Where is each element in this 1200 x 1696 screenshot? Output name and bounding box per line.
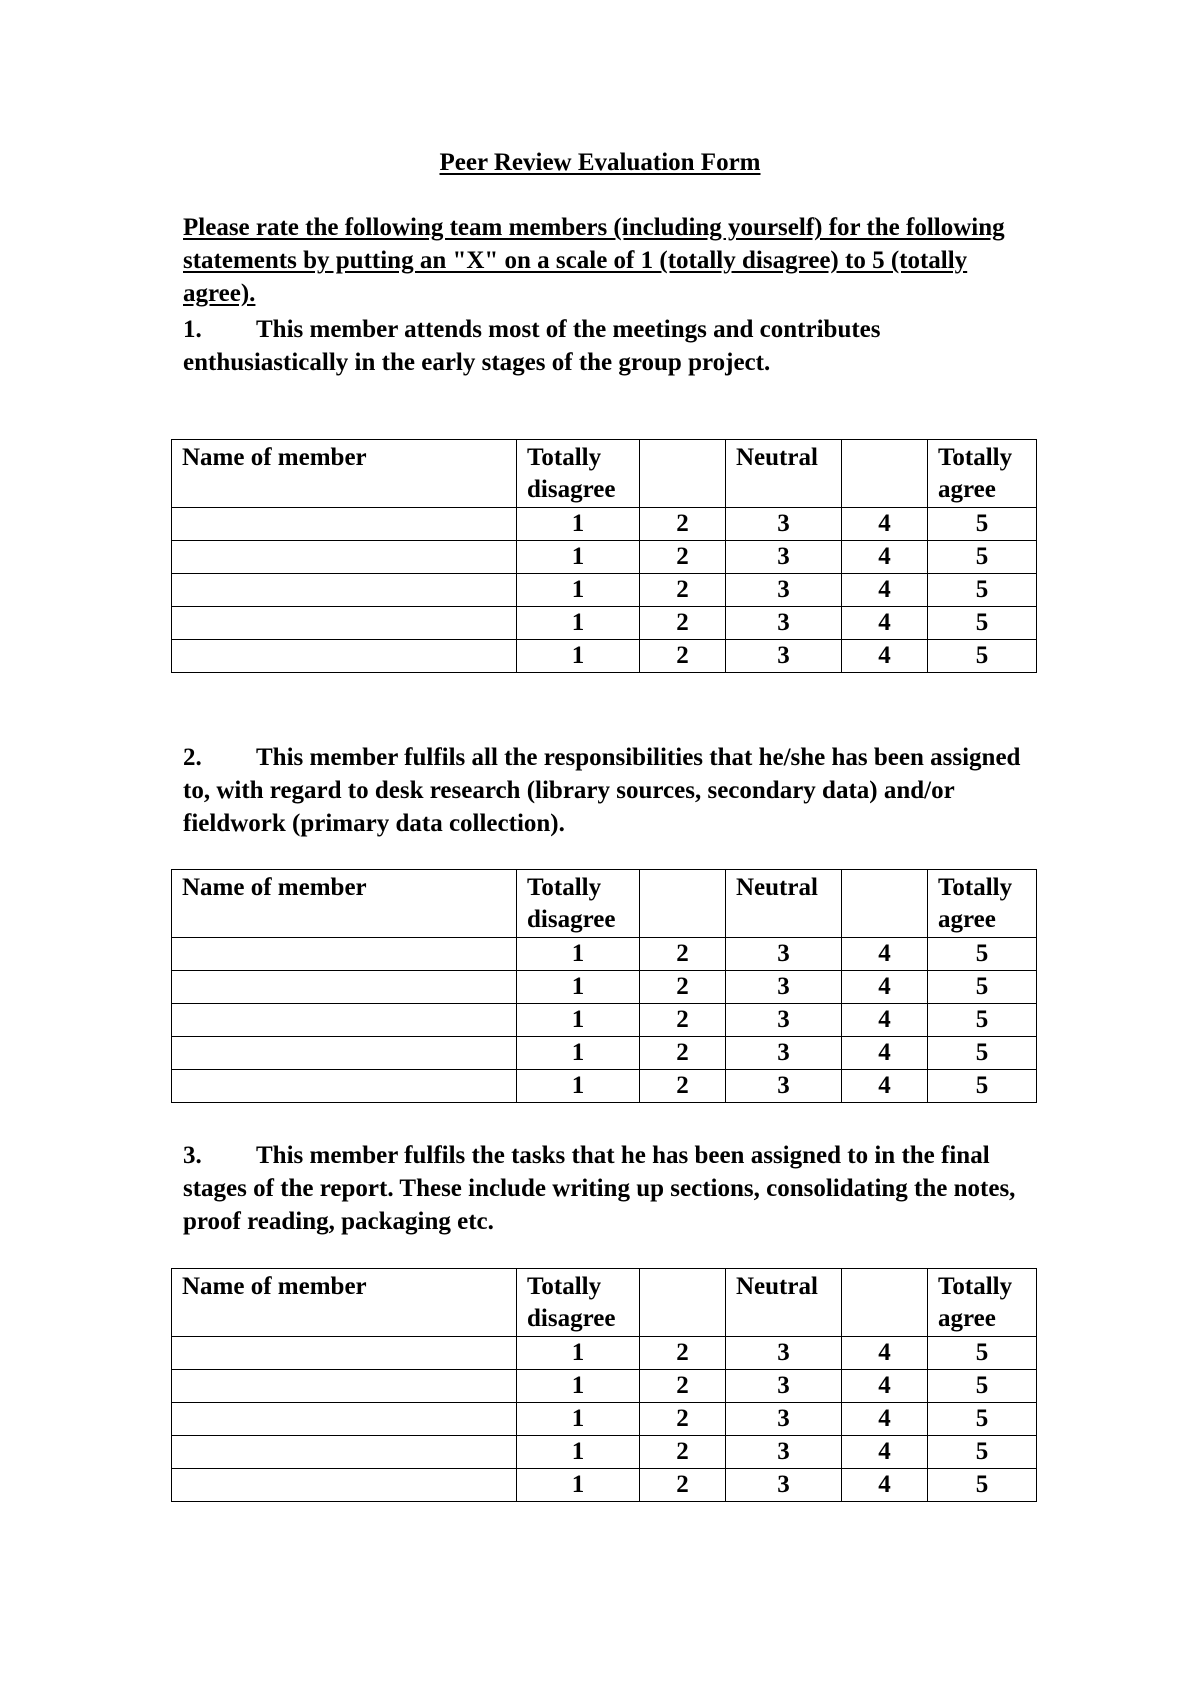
rating-cell-3[interactable]: 3	[726, 541, 842, 574]
rating-cell-3[interactable]: 3	[726, 1070, 842, 1103]
header-blank-4	[842, 870, 928, 938]
rating-cell-1[interactable]: 1	[517, 607, 640, 640]
member-name-cell[interactable]	[172, 1337, 517, 1370]
member-name-cell[interactable]	[172, 1469, 517, 1502]
rating-cell-1[interactable]: 1	[517, 1337, 640, 1370]
table-row	[172, 640, 1037, 673]
rating-cell-3[interactable]: 3	[726, 640, 842, 673]
rating-cell-2[interactable]: 2	[640, 1337, 726, 1370]
header-totally-agree: Totally agree	[928, 440, 1037, 508]
member-name-cell[interactable]	[172, 574, 517, 607]
rating-cell-1[interactable]: 1	[517, 1004, 640, 1037]
member-name-cell[interactable]	[172, 1403, 517, 1436]
rating-cell-1[interactable]: 1	[517, 971, 640, 1004]
header-name-of-member: Name of member	[172, 440, 517, 508]
member-name-cell[interactable]	[172, 508, 517, 541]
member-name-cell[interactable]	[172, 1070, 517, 1103]
rating-cell-3[interactable]: 3	[726, 1403, 842, 1436]
rating-cell-2[interactable]: 2	[640, 938, 726, 971]
rating-cell-3[interactable]: 3	[726, 971, 842, 1004]
rating-cell-1[interactable]: 1	[517, 508, 640, 541]
rating-cell-3[interactable]: 3	[726, 574, 842, 607]
table-row	[172, 1403, 1037, 1436]
rating-cell-1[interactable]: 1	[517, 1436, 640, 1469]
table-row	[172, 574, 1037, 607]
rating-cell-5[interactable]: 5	[928, 1004, 1037, 1037]
rating-cell-2[interactable]: 2	[640, 541, 726, 574]
rating-table-1	[171, 439, 1037, 673]
rating-cell-2[interactable]: 2	[640, 574, 726, 607]
header-blank-2	[640, 870, 726, 938]
question-text: This member fulfils all the responsibilities that he/she has been assigned to, with regard to desk research (library sources, secondary data) and/or fieldwork (primary data collection).	[183, 744, 1021, 837]
rating-cell-4[interactable]: 4	[842, 607, 928, 640]
rating-cell-4[interactable]: 4	[842, 541, 928, 574]
question-2	[183, 741, 1043, 840]
table-row	[172, 971, 1037, 1004]
table-row	[172, 541, 1037, 574]
rating-cell-2[interactable]: 2	[640, 1004, 726, 1037]
header-totally-agree: Totally agree	[928, 870, 1037, 938]
member-name-cell[interactable]	[172, 938, 517, 971]
rating-cell-2[interactable]: 2	[640, 1070, 726, 1103]
rating-cell-4[interactable]: 4	[842, 1037, 928, 1070]
rating-cell-2[interactable]: 2	[640, 1403, 726, 1436]
table-row	[172, 607, 1037, 640]
header-totally-disagree: Totally disagree	[517, 1269, 640, 1337]
rating-cell-4[interactable]: 4	[842, 1337, 928, 1370]
header-blank-2	[640, 1269, 726, 1337]
rating-cell-5[interactable]: 5	[928, 1403, 1037, 1436]
table-header-row	[172, 870, 1037, 938]
rating-cell-2[interactable]: 2	[640, 1370, 726, 1403]
rating-cell-3[interactable]: 3	[726, 607, 842, 640]
table-row	[172, 1037, 1037, 1070]
rating-cell-1[interactable]: 1	[517, 938, 640, 971]
rating-cell-3[interactable]: 3	[726, 1370, 842, 1403]
rating-cell-5[interactable]: 5	[928, 1070, 1037, 1103]
member-name-cell[interactable]	[172, 1004, 517, 1037]
question-number: 3.	[183, 1142, 202, 1169]
member-name-cell[interactable]	[172, 1370, 517, 1403]
rating-cell-1[interactable]: 1	[517, 1469, 640, 1502]
table-header-row	[172, 1269, 1037, 1337]
rating-cell-2[interactable]: 2	[640, 607, 726, 640]
rating-cell-4[interactable]: 4	[842, 971, 928, 1004]
member-name-cell[interactable]	[172, 640, 517, 673]
rating-cell-4[interactable]: 4	[842, 508, 928, 541]
question-text: This member attends most of the meetings and contributes enthusiastically in the early stages of the group project.	[183, 316, 881, 376]
rating-cell-4[interactable]: 4	[842, 574, 928, 607]
rating-cell-2[interactable]: 2	[640, 640, 726, 673]
rating-cell-4[interactable]: 4	[842, 1469, 928, 1502]
rating-cell-4[interactable]: 4	[842, 1004, 928, 1037]
question-number: 1.	[183, 316, 202, 343]
rating-cell-1[interactable]: 1	[517, 1370, 640, 1403]
rating-cell-5[interactable]: 5	[928, 1469, 1037, 1502]
header-blank-2	[640, 440, 726, 508]
rating-cell-5[interactable]: 5	[928, 607, 1037, 640]
header-blank-4	[842, 1269, 928, 1337]
question-text: This member fulfils the tasks that he has been assigned to in the final stages of the report. These include writing up sections, consolidating the notes, proof reading, packaging etc.	[183, 1142, 1016, 1235]
member-name-cell[interactable]	[172, 607, 517, 640]
rating-cell-5[interactable]: 5	[928, 1037, 1037, 1070]
table-row	[172, 1370, 1037, 1403]
form-title: Peer Review Evaluation Form	[439, 149, 761, 176]
member-name-cell[interactable]	[172, 541, 517, 574]
member-name-cell[interactable]	[172, 1436, 517, 1469]
form-instructions: Please rate the following team members (including yourself) for the following statements by putting an "X" on a scale of 1 (totally disagree) to 5 (totally agree).	[183, 214, 1005, 307]
header-neutral: Neutral	[726, 870, 842, 938]
table-row	[172, 1337, 1037, 1370]
rating-cell-5[interactable]: 5	[928, 508, 1037, 541]
rating-cell-3[interactable]: 3	[726, 508, 842, 541]
rating-cell-3[interactable]: 3	[726, 1037, 842, 1070]
rating-cell-3[interactable]: 3	[726, 1337, 842, 1370]
rating-cell-4[interactable]: 4	[842, 1436, 928, 1469]
rating-cell-4[interactable]: 4	[842, 640, 928, 673]
rating-cell-5[interactable]: 5	[928, 1436, 1037, 1469]
rating-cell-5[interactable]: 5	[928, 971, 1037, 1004]
table-row	[172, 1436, 1037, 1469]
rating-cell-2[interactable]: 2	[640, 1037, 726, 1070]
rating-cell-1[interactable]: 1	[517, 1070, 640, 1103]
rating-cell-3[interactable]: 3	[726, 1436, 842, 1469]
header-neutral: Neutral	[726, 1269, 842, 1337]
rating-cell-2[interactable]: 2	[640, 1469, 726, 1502]
member-name-cell[interactable]	[172, 1037, 517, 1070]
table-row	[172, 1469, 1037, 1502]
member-name-cell[interactable]	[172, 971, 517, 1004]
table-row	[172, 508, 1037, 541]
question-1	[183, 313, 1043, 379]
rating-cell-5[interactable]: 5	[928, 574, 1037, 607]
header-neutral: Neutral	[726, 440, 842, 508]
header-totally-agree: Totally agree	[928, 1269, 1037, 1337]
rating-cell-5[interactable]: 5	[928, 541, 1037, 574]
rating-cell-5[interactable]: 5	[928, 1337, 1037, 1370]
rating-cell-4[interactable]: 4	[842, 1070, 928, 1103]
rating-cell-2[interactable]: 2	[640, 508, 726, 541]
rating-cell-3[interactable]: 3	[726, 1469, 842, 1502]
rating-cell-3[interactable]: 3	[726, 938, 842, 971]
rating-table-2	[171, 869, 1037, 1103]
rating-cell-3[interactable]: 3	[726, 1004, 842, 1037]
rating-cell-2[interactable]: 2	[640, 971, 726, 1004]
question-3	[183, 1139, 1043, 1238]
rating-cell-1[interactable]: 1	[517, 640, 640, 673]
rating-cell-1[interactable]: 1	[517, 1403, 640, 1436]
header-totally-disagree: Totally disagree	[517, 870, 640, 938]
rating-cell-1[interactable]: 1	[517, 574, 640, 607]
header-totally-disagree: Totally disagree	[517, 440, 640, 508]
rating-cell-1[interactable]: 1	[517, 541, 640, 574]
rating-cell-5[interactable]: 5	[928, 938, 1037, 971]
rating-cell-2[interactable]: 2	[640, 1436, 726, 1469]
header-blank-4	[842, 440, 928, 508]
table-row	[172, 1070, 1037, 1103]
header-name-of-member: Name of member	[172, 1269, 517, 1337]
table-header-row	[172, 440, 1037, 508]
rating-cell-4[interactable]: 4	[842, 1370, 928, 1403]
rating-cell-5[interactable]: 5	[928, 640, 1037, 673]
rating-cell-4[interactable]: 4	[842, 1403, 928, 1436]
table-row	[172, 938, 1037, 971]
rating-table-3	[171, 1268, 1037, 1502]
rating-cell-4[interactable]: 4	[842, 938, 928, 971]
rating-cell-1[interactable]: 1	[517, 1037, 640, 1070]
question-number: 2.	[183, 744, 202, 771]
rating-cell-5[interactable]: 5	[928, 1370, 1037, 1403]
header-name-of-member: Name of member	[172, 870, 517, 938]
table-row	[172, 1004, 1037, 1037]
